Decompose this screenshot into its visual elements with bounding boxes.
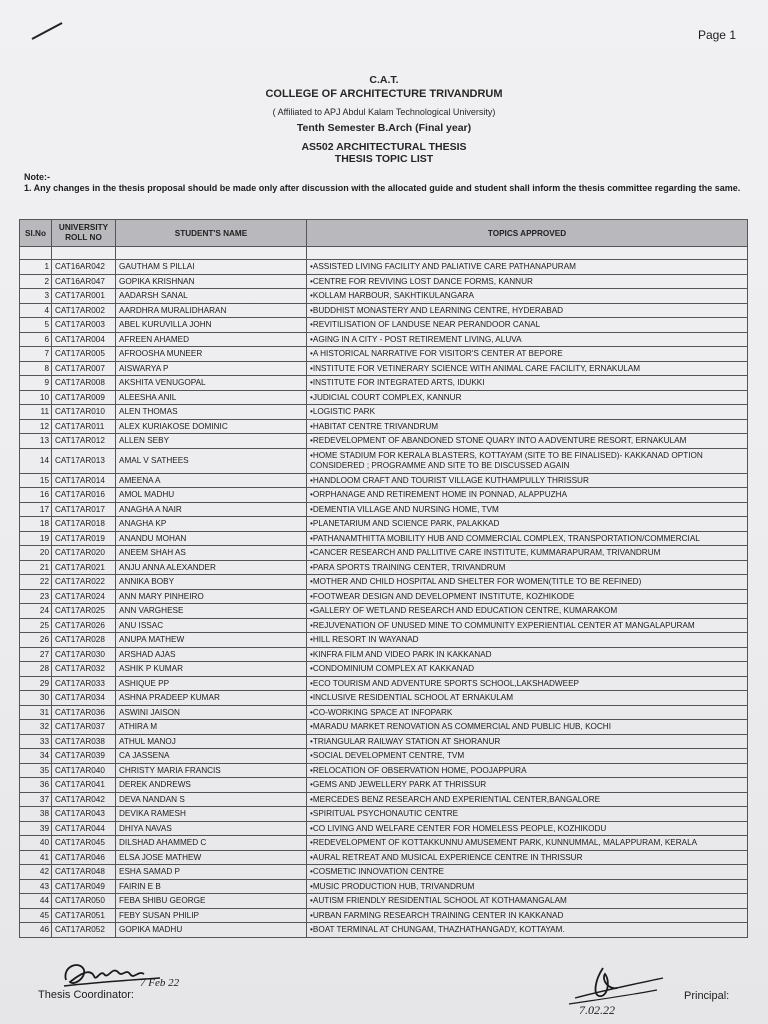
cell-name: FEBA SHIBU GEORGE <box>116 894 307 909</box>
table-row <box>20 274 748 289</box>
cell-topic: •CONDOMINIUM COMPLEX AT KAKKANAD <box>307 662 748 677</box>
table-row <box>20 502 748 517</box>
cell-name: DEVIKA RAMESH <box>116 807 307 822</box>
cell-roll: CAT17AR019 <box>52 531 116 546</box>
cell-name: ANN MARY PINHEIRO <box>116 589 307 604</box>
cell-topic: •REDEVELOPMENT OF ABANDONED STONE QUARY INTO A ADVENTURE RESORT, ERNAKULAM <box>307 434 748 449</box>
cell-slno: 14 <box>20 448 52 473</box>
list-title: THESIS TOPIC LIST <box>334 153 434 165</box>
cell-roll: CAT17AR039 <box>52 749 116 764</box>
cell-roll: CAT17AR037 <box>52 720 116 735</box>
cell-name: ANANDU MOHAN <box>116 531 307 546</box>
note-label: Note:- <box>24 172 50 182</box>
cell-roll: CAT17AR018 <box>52 517 116 532</box>
cell-name: ASWINI JAISON <box>116 705 307 720</box>
table-row <box>20 405 748 420</box>
table-row <box>20 734 748 749</box>
cell-slno: 18 <box>20 517 52 532</box>
cell-name: AMEENA A <box>116 473 307 488</box>
cell-name: ESHA SAMAD P <box>116 865 307 880</box>
table-row <box>20 836 748 851</box>
cell-roll: CAT17AR004 <box>52 332 116 347</box>
principal-signature <box>565 960 675 1016</box>
col-name: STUDENT'S NAME <box>116 220 307 247</box>
cell-topic: •MERCEDES BENZ RESEARCH AND EXPERIENTIAL CENTER,BANGALORE <box>307 792 748 807</box>
cell-roll: CAT17AR026 <box>52 618 116 633</box>
cell-name: ANNIKA BOBY <box>116 575 307 590</box>
cell-topic: •CENTRE FOR REVIVING LOST DANCE FORMS, KANNUR <box>307 274 748 289</box>
cell-roll: CAT17AR032 <box>52 662 116 677</box>
cell-roll: CAT17AR025 <box>52 604 116 619</box>
cell-roll: CAT17AR038 <box>52 734 116 749</box>
cell-slno: 30 <box>20 691 52 706</box>
cell-roll: CAT17AR009 <box>52 390 116 405</box>
cell-roll: CAT17AR020 <box>52 546 116 561</box>
table-row <box>20 879 748 894</box>
cell-name: ANAGHA KP <box>116 517 307 532</box>
blank-row <box>20 247 748 260</box>
cell-roll: CAT17AR050 <box>52 894 116 909</box>
cell-topic: •URBAN FARMING RESEARCH TRAINING CENTER IN KAKKANAD <box>307 908 748 923</box>
cell-slno: 29 <box>20 676 52 691</box>
cell-name: AFREEN AHAMED <box>116 332 307 347</box>
cell-roll: CAT17AR007 <box>52 361 116 376</box>
cell-topic: •AURAL RETREAT AND MUSICAL EXPERIENCE CENTRE IN THRISSUR <box>307 850 748 865</box>
cell-roll: CAT17AR010 <box>52 405 116 420</box>
cell-slno: 24 <box>20 604 52 619</box>
cell-slno: 27 <box>20 647 52 662</box>
cell-slno: 32 <box>20 720 52 735</box>
cell-slno: 3 <box>20 289 52 304</box>
cell-name: ALLEN SEBY <box>116 434 307 449</box>
cell-slno: 2 <box>20 274 52 289</box>
cell-slno: 26 <box>20 633 52 648</box>
col-topic: TOPICS APPROVED <box>307 220 748 247</box>
cell-topic: •PARA SPORTS TRAINING CENTER, TRIVANDRUM <box>307 560 748 575</box>
cell-roll: CAT17AR005 <box>52 347 116 362</box>
cell-topic: •HABITAT CENTRE TRIVANDRUM <box>307 419 748 434</box>
cell-slno: 44 <box>20 894 52 909</box>
cell-slno: 11 <box>20 405 52 420</box>
cell-slno: 7 <box>20 347 52 362</box>
cell-name: ANU ISSAC <box>116 618 307 633</box>
note-text: 1. Any changes in the thesis proposal should be made only after discussion with the allocated guide and student shall inform the thesis committee regarding the same. <box>24 183 741 193</box>
course-title: AS502 ARCHITECTURAL THESIS <box>301 141 467 153</box>
cell-name: FEBY SUSAN PHILIP <box>116 908 307 923</box>
cell-roll: CAT17AR046 <box>52 850 116 865</box>
table-row <box>20 531 748 546</box>
cell-roll: CAT17AR051 <box>52 908 116 923</box>
cell-roll: CAT17AR028 <box>52 633 116 648</box>
table-row <box>20 807 748 822</box>
table-row <box>20 865 748 880</box>
cell-roll: CAT17AR040 <box>52 763 116 778</box>
cell-topic: •LOGISTIC PARK <box>307 405 748 420</box>
table-row <box>20 260 748 275</box>
table-row <box>20 517 748 532</box>
coordinator-date: 7 Feb 22 <box>140 977 180 989</box>
cell-roll: CAT17AR036 <box>52 705 116 720</box>
cell-name: ASHNA PRADEEP KUMAR <box>116 691 307 706</box>
cell-name: ASHIQUE PP <box>116 676 307 691</box>
cell-topic: •AUTISM FRIENDLY RESIDENTIAL SCHOOL AT KOTHAMANGALAM <box>307 894 748 909</box>
cell-name: CA JASSENA <box>116 749 307 764</box>
cell-name: ARSHAD AJAS <box>116 647 307 662</box>
cell-name: AKSHITA VENUGOPAL <box>116 376 307 391</box>
college-name: COLLEGE OF ARCHITECTURE TRIVANDRUM <box>265 88 503 100</box>
cell-topic: •KOLLAM HARBOUR, SAKHTIKULANGARA <box>307 289 748 304</box>
cell-name: ALEESHA ANIL <box>116 390 307 405</box>
cell-name: FAIRIN E B <box>116 879 307 894</box>
table-row <box>20 303 748 318</box>
table-row <box>20 923 748 938</box>
cell-slno: 1 <box>20 260 52 275</box>
cell-slno: 21 <box>20 560 52 575</box>
table-row <box>20 448 748 473</box>
table-row <box>20 376 748 391</box>
cell-topic: •MOTHER AND CHILD HOSPITAL AND SHELTER FOR WOMEN(TITLE TO BE REFINED) <box>307 575 748 590</box>
table-row <box>20 434 748 449</box>
cell-roll: CAT17AR033 <box>52 676 116 691</box>
table-row <box>20 705 748 720</box>
cell-name: ATHIRA M <box>116 720 307 735</box>
cell-roll: CAT17AR049 <box>52 879 116 894</box>
cell-name: GOPIKA MADHU <box>116 923 307 938</box>
table-body <box>20 247 748 938</box>
cell-name: ALEN THOMAS <box>116 405 307 420</box>
cell-name: DEVA NANDAN S <box>116 792 307 807</box>
col-roll <box>52 220 116 247</box>
cell-roll: CAT17AR043 <box>52 807 116 822</box>
cell-name: ANN VARGHESE <box>116 604 307 619</box>
cell-roll: CAT17AR011 <box>52 419 116 434</box>
cell-topic: •REJUVENATION OF UNUSED MINE TO COMMUNITY EXPERIENTIAL CENTER AT MANGALAPURAM <box>307 618 748 633</box>
cell-topic: •SPIRITUAL PSYCHONAUTIC CENTRE <box>307 807 748 822</box>
cell-slno: 8 <box>20 361 52 376</box>
cell-name: ANAGHA A NAIR <box>116 502 307 517</box>
cell-roll: CAT17AR022 <box>52 575 116 590</box>
cell-slno: 28 <box>20 662 52 677</box>
cell-slno: 41 <box>20 850 52 865</box>
cell-slno: 20 <box>20 546 52 561</box>
principal-label: Principal: <box>684 990 730 1002</box>
cell-slno: 46 <box>20 923 52 938</box>
cell-name: GOPIKA KRISHNAN <box>116 274 307 289</box>
cell-topic: •PLANETARIUM AND SCIENCE PARK, PALAKKAD <box>307 517 748 532</box>
semester: Tenth Semester B.Arch (Final year) <box>296 122 472 134</box>
principal-date: 7.02.22 <box>579 1003 615 1016</box>
cell-slno: 23 <box>20 589 52 604</box>
cell-name: ELSA JOSE MATHEW <box>116 850 307 865</box>
table-row <box>20 604 748 619</box>
cell-topic: •MARADU MARKET RENOVATION AS COMMERCIAL AND PUBLIC HUB, KOCHI <box>307 720 748 735</box>
cell-slno: 9 <box>20 376 52 391</box>
cell-topic: •JUDICIAL COURT COMPLEX, KANNUR <box>307 390 748 405</box>
cell-topic: •KINFRA FILM AND VIDEO PARK IN KAKKANAD <box>307 647 748 662</box>
cell-slno: 31 <box>20 705 52 720</box>
coordinator-signature <box>60 956 200 992</box>
table-row <box>20 347 748 362</box>
table-row <box>20 908 748 923</box>
cell-roll: CAT17AR013 <box>52 448 116 473</box>
cell-topic: •REDEVELOPMENT OF KOTTAKKUNNU AMUSEMENT PARK, KUNNUMMAL, MALAPPURAM, KERALA <box>307 836 748 851</box>
cell-roll: CAT17AR052 <box>52 923 116 938</box>
cell-slno: 34 <box>20 749 52 764</box>
cell-slno: 25 <box>20 618 52 633</box>
col-slno: Sl.No <box>20 220 52 247</box>
cell-topic: •ORPHANAGE AND RETIREMENT HOME IN PONNAD, ALAPPUZHA <box>307 488 748 503</box>
cell-slno: 12 <box>20 419 52 434</box>
table-row <box>20 589 748 604</box>
cell-roll: CAT17AR034 <box>52 691 116 706</box>
cell-roll: CAT17AR024 <box>52 589 116 604</box>
cell-roll: CAT17AR008 <box>52 376 116 391</box>
cell-slno: 39 <box>20 821 52 836</box>
cell-roll: CAT17AR001 <box>52 289 116 304</box>
cell-name: ANJU ANNA ALEXANDER <box>116 560 307 575</box>
cell-slno: 38 <box>20 807 52 822</box>
cell-roll: CAT17AR014 <box>52 473 116 488</box>
table-row <box>20 662 748 677</box>
cell-roll: CAT17AR002 <box>52 303 116 318</box>
cell-name: DEREK ANDREWS <box>116 778 307 793</box>
cell-slno: 4 <box>20 303 52 318</box>
col-roll-label: UNIVERSITY ROLL NO <box>58 223 109 242</box>
table-row <box>20 821 748 836</box>
table-row <box>20 473 748 488</box>
cell-topic: •CO LIVING AND WELFARE CENTER FOR HOMELESS PEOPLE, KOZHIKODU <box>307 821 748 836</box>
cell-name: AMOL MADHU <box>116 488 307 503</box>
cell-roll: CAT17AR003 <box>52 318 116 333</box>
cell-name: AISWARYA P <box>116 361 307 376</box>
table-row <box>20 419 748 434</box>
cell-roll: CAT17AR017 <box>52 502 116 517</box>
cell-slno: 6 <box>20 332 52 347</box>
cell-topic: •AGING IN A CITY - POST RETIREMENT LIVING, ALUVA <box>307 332 748 347</box>
cell-slno: 33 <box>20 734 52 749</box>
table-row <box>20 676 748 691</box>
cell-name: DHIYA NAVAS <box>116 821 307 836</box>
cell-topic: •PATHANAMTHITTA MOBILITY HUB AND COMMERCIAL COMPLEX, TRANSPORTATION/COMMERCIAL <box>307 531 748 546</box>
cell-roll: CAT16AR042 <box>52 260 116 275</box>
cell-slno: 15 <box>20 473 52 488</box>
table-row <box>20 488 748 503</box>
cell-topic: •CANCER RESEARCH AND PALLITIVE CARE INSTITUTE, KUMMARAPURAM, TRIVANDRUM <box>307 546 748 561</box>
table-row <box>20 850 748 865</box>
cell-roll: CAT17AR045 <box>52 836 116 851</box>
table-row <box>20 894 748 909</box>
cell-topic: •COSMETIC INNOVATION CENTRE <box>307 865 748 880</box>
table-header-row <box>20 220 748 247</box>
cell-topic: •MUSIC PRODUCTION HUB, TRIVANDRUM <box>307 879 748 894</box>
cell-topic: •ECO TOURISM AND ADVENTURE SPORTS SCHOOL,LAKSHADWEEP <box>307 676 748 691</box>
cell-topic: •BUDDHIST MONASTERY AND LEARNING CENTRE, HYDERABAD <box>307 303 748 318</box>
cell-name: CHRISTY MARIA FRANCIS <box>116 763 307 778</box>
cell-slno: 45 <box>20 908 52 923</box>
affiliation: ( Affiliated to APJ Abdul Kalam Technological University) <box>272 107 496 117</box>
cell-topic: •DEMENTIA VILLAGE AND NURSING HOME, TVM <box>307 502 748 517</box>
cell-topic: •A HISTORICAL NARRATIVE FOR VISITOR'S CENTER AT BEPORE <box>307 347 748 362</box>
cell-slno: 19 <box>20 531 52 546</box>
cell-topic: •HANDLOOM CRAFT AND TOURIST VILLAGE KUTHAMPULLY THRISSUR <box>307 473 748 488</box>
cell-name: DILSHAD AHAMMED C <box>116 836 307 851</box>
table-row <box>20 575 748 590</box>
table-row <box>20 289 748 304</box>
cell-topic: •TRIANGULAR RAILWAY STATION AT SHORANUR <box>307 734 748 749</box>
table-row <box>20 318 748 333</box>
table-row <box>20 390 748 405</box>
cell-name: AMAL V SATHEES <box>116 448 307 473</box>
cell-name: AFROOSHA MUNEER <box>116 347 307 362</box>
cell-name: ABEL KURUVILLA JOHN <box>116 318 307 333</box>
cell-slno: 40 <box>20 836 52 851</box>
table-row <box>20 560 748 575</box>
cell-topic: •HOME STADIUM FOR KERALA BLASTERS, KOTTAYAM (SITE TO BE FINALISED)- KAKKANAD OPTION CONSIDERED ; PROGRAMME AND SITE TO BE DISCUSSED AGAIN <box>307 448 748 473</box>
table-row <box>20 792 748 807</box>
cell-topic: •FOOTWEAR DESIGN AND DEVELOPMENT INSTITUTE, KOZHIKODE <box>307 589 748 604</box>
cell-topic: •INSTITUTE FOR VETINERARY SCIENCE WITH ANIMAL CARE FACILITY, ERNAKULAM <box>307 361 748 376</box>
cell-topic: •HILL RESORT IN WAYANAD <box>307 633 748 648</box>
cell-name: ATHUL MANOJ <box>116 734 307 749</box>
cell-slno: 36 <box>20 778 52 793</box>
cell-name: AADARSH SANAL <box>116 289 307 304</box>
cell-slno: 16 <box>20 488 52 503</box>
cell-topic: •ASSISTED LIVING FACILITY AND PALIATIVE CARE PATHANAPURAM <box>307 260 748 275</box>
cell-topic: •INCLUSIVE RESIDENTIAL SCHOOL AT ERNAKULAM <box>307 691 748 706</box>
cell-topic: •GEMS AND JEWELLERY PARK AT THRISSUR <box>307 778 748 793</box>
header-abbrev: C.A.T. <box>369 74 399 86</box>
cell-roll: CAT17AR012 <box>52 434 116 449</box>
cell-roll: CAT17AR016 <box>52 488 116 503</box>
table-row <box>20 778 748 793</box>
cell-slno: 5 <box>20 318 52 333</box>
table-row <box>20 361 748 376</box>
cell-slno: 42 <box>20 865 52 880</box>
cell-name: GAUTHAM S PILLAI <box>116 260 307 275</box>
cell-name: ANUPA MATHEW <box>116 633 307 648</box>
table-row <box>20 332 748 347</box>
cell-topic: •INSTITUTE FOR INTEGRATED ARTS, IDUKKI <box>307 376 748 391</box>
cell-topic: •SOCIAL DEVELOPMENT CENTRE, TVM <box>307 749 748 764</box>
cell-name: ALEX KURIAKOSE DOMINIC <box>116 419 307 434</box>
cell-topic: •REVITILISATION OF LANDUSE NEAR PERANDOOR CANAL <box>307 318 748 333</box>
cell-roll: CAT17AR021 <box>52 560 116 575</box>
cell-slno: 37 <box>20 792 52 807</box>
cell-slno: 22 <box>20 575 52 590</box>
table-row <box>20 647 748 662</box>
cell-slno: 13 <box>20 434 52 449</box>
table-row <box>20 749 748 764</box>
table-row <box>20 633 748 648</box>
cell-roll: CAT17AR042 <box>52 792 116 807</box>
cell-topic: •GALLERY OF WETLAND RESEARCH AND EDUCATION CENTRE, KUMARAKOM <box>307 604 748 619</box>
cell-slno: 43 <box>20 879 52 894</box>
cell-name: ASHIK P KUMAR <box>116 662 307 677</box>
table-row <box>20 618 748 633</box>
pen-mark <box>32 22 63 40</box>
table-row <box>20 720 748 735</box>
cell-topic: •RELOCATION OF OBSERVATION HOME, POOJAPPURA <box>307 763 748 778</box>
cell-name: ANEEM SHAH AS <box>116 546 307 561</box>
cell-slno: 35 <box>20 763 52 778</box>
page-number: Page 1 <box>697 28 736 42</box>
table-row <box>20 763 748 778</box>
table-row <box>20 691 748 706</box>
cell-roll: CAT17AR041 <box>52 778 116 793</box>
cell-topic: •CO-WORKING SPACE AT INFOPARK <box>307 705 748 720</box>
cell-roll: CAT17AR044 <box>52 821 116 836</box>
cell-slno: 17 <box>20 502 52 517</box>
table-row <box>20 546 748 561</box>
cell-roll: CAT17AR048 <box>52 865 116 880</box>
cell-roll: CAT16AR047 <box>52 274 116 289</box>
cell-topic: •BOAT TERMINAL AT CHUNGAM, THAZHATHANGADY, KOTTAYAM. <box>307 923 748 938</box>
cell-slno: 10 <box>20 390 52 405</box>
cell-name: AARDHRA MURALIDHARAN <box>116 303 307 318</box>
coordinator-label: Thesis Coordinator: <box>38 989 134 1001</box>
cell-roll: CAT17AR030 <box>52 647 116 662</box>
thesis-topic-table <box>19 219 748 938</box>
